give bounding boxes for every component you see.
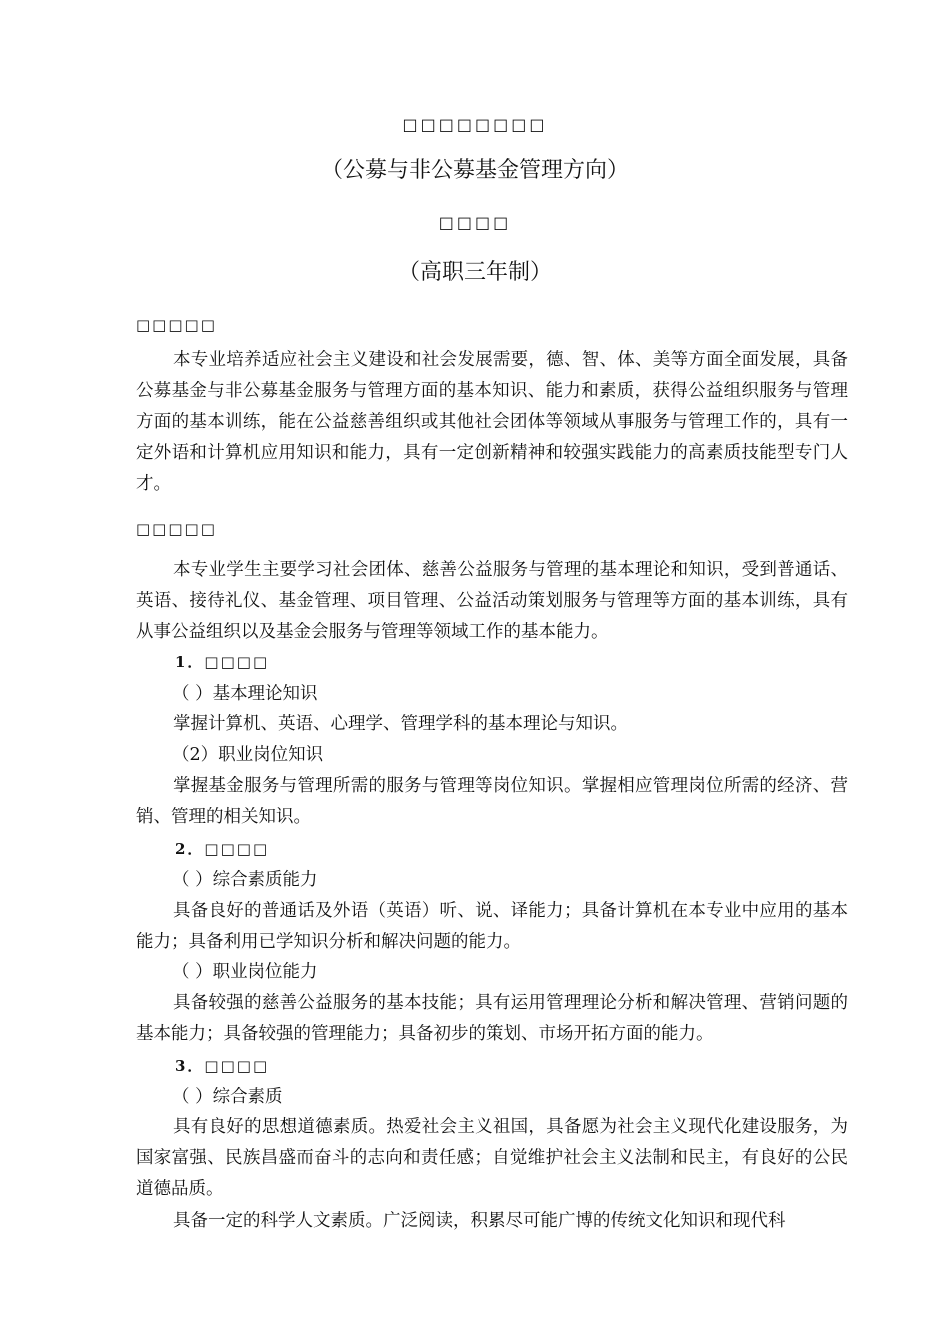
quality-item-general: （ ）综合素质 [172, 1087, 283, 1107]
ability-text-job: 具备较强的慈善公益服务的基本技能；具有运用管理理论分析和解决管理、营销问题的基本能力；具备较强的管理能力；具备初步的策划、市场开拓方面的能力。 [136, 993, 848, 1044]
subsection-knowledge: 1．□□□□ [175, 653, 270, 671]
section-heading-requirements: □□□□□ [136, 520, 217, 538]
paragraph-requirements: 本专业学生主要学习社会团体、慈善公益服务与管理的基本理论和知识，受到普通话、英语、接待礼仪、基金管理、项目管理、公益活动策划服务与管理等方面的基本训练，具有从事公益组织以及基金会服务与管理等领域工作的基本能力。 [136, 560, 848, 642]
knowledge-item-job: （2）职业岗位知识 [172, 745, 324, 765]
subsection-quality: 3．□□□□ [175, 1057, 270, 1075]
knowledge-text-job: 掌握基金服务与管理所需的服务与管理等岗位知识。掌握相应管理岗位所需的经济、营销、管理的相关知识。 [136, 776, 848, 827]
knowledge-item-theory: （ ）基本理论知识 [172, 684, 318, 704]
paragraph-objective: 本专业培养适应社会主义建设和社会发展需要，德、智、体、美等方面全面发展，具备公募基金与非公募基金服务与管理方面的基本知识、能力和素质，获得公益组织服务与管理方面的基本训练，能在公益慈善组织或其他社会团体等领域从事服务与管理工作的，具有一定外语和计算机应用知识和能力，具有一定创新精神和较强实践能力的高素质技能型专门人才。 [136, 350, 848, 494]
subsection-ability: 2．□□□□ [175, 840, 270, 858]
ability-text-general: 具备良好的普通话及外语（英语）听、说、译能力；具备计算机在本专业中应用的基本能力；具备利用已学知识分析和解决问题的能力。 [136, 901, 848, 952]
ability-item-general: （ ）综合素质能力 [172, 870, 318, 890]
knowledge-text-theory: 掌握计算机、英语、心理学、管理学科的基本理论与知识。 [173, 714, 628, 734]
document-title-sub: □□□□ [438, 213, 512, 232]
quality-text-science: 具备一定的科学人文素质。广泛阅读，积累尽可能广博的传统文化知识和现代科 [173, 1211, 786, 1231]
document-title-program: （高职三年制） [397, 260, 552, 285]
document-title-main: □□□□□□□□ [402, 115, 548, 134]
section-heading-objective: □□□□□ [136, 316, 217, 334]
ability-item-job: （ ）职业岗位能力 [172, 962, 318, 982]
document-title-direction: （公募与非公募基金管理方向） [320, 158, 629, 183]
quality-text-moral: 具有良好的思想道德素质。热爱社会主义祖国，具备愿为社会主义现代化建设服务，为国家富强、民族昌盛而奋斗的志向和责任感；自觉维护社会主义法制和民主，有良好的公民道德品质。 [136, 1117, 848, 1199]
